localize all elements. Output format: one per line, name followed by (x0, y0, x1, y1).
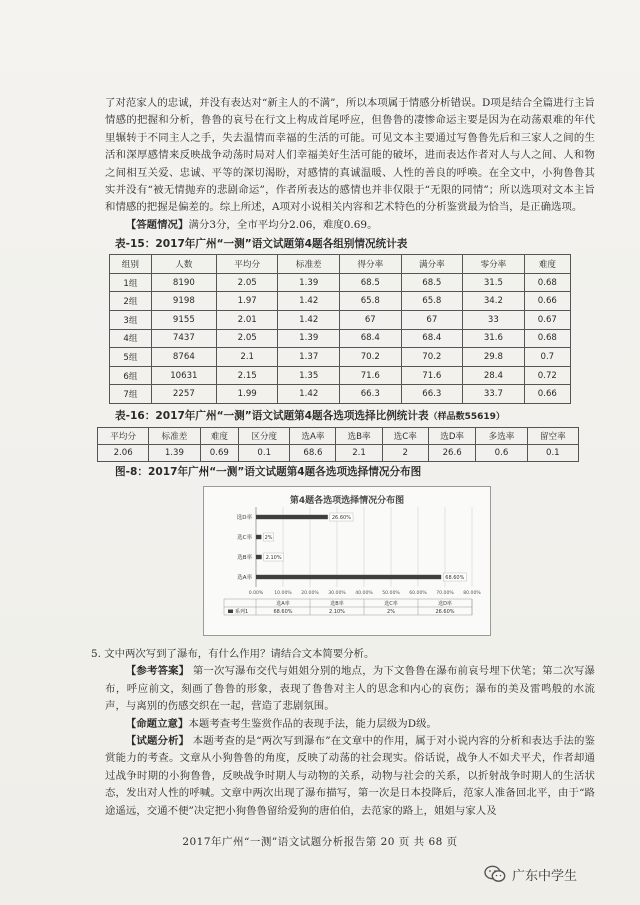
table16-caption (115, 408, 595, 425)
table-row (110, 329, 571, 348)
table-cell: 7组 (110, 385, 152, 404)
bar (256, 555, 262, 559)
table-cell: 0.69 (200, 445, 239, 462)
table-cell: 0.7 (524, 348, 570, 367)
table-cell: 多选率 (476, 428, 527, 445)
question5-text: 5. 文中两次写到了瀑布，有什么作用？请结合文本简要分析。 (91, 648, 375, 660)
table-cell: 68.4 (401, 329, 463, 348)
table-cell: 1.42 (278, 385, 340, 404)
table-cell: 1.39 (278, 273, 340, 292)
data-label: 2% (264, 534, 273, 541)
x-tick-label: 10.00% (274, 591, 292, 596)
table-cell: 71.6 (401, 366, 463, 385)
bar (256, 515, 328, 519)
analysis-text: 本题考查的是“两次写到瀑布”在文章中的作用，属于对小说内容的分析和表达手法的鉴赏能力的考查。文章从小狗鲁鲁的角度，反映了动荡的社会现实。俗话说，战争人不如犬平犬，作者却通过战争时期的小狗鲁鲁，反映战争时期人与动物的关系，动物与社会的关系，以折射战争时期人的生活状态，发出对人性的呼喊。文章中两次出现了瀑布描写，第一次是日本投降后，范家人准备回北平，由于“路途遥远，交通不便”决定把小狗鲁鲁留给爱狗的唐伯伯，去范家的路上，姐姐与家人及 (105, 735, 595, 817)
table-cell: 28.4 (463, 366, 525, 385)
table-cell: 65.8 (340, 292, 402, 311)
answer-info-text: 满分3分，全市平均分2.06，难度0.69。 (188, 218, 378, 231)
answer-info-label: 【答题情况】 (125, 218, 189, 231)
data-label: 68.60% (445, 574, 465, 581)
table-cell: 66.3 (340, 385, 402, 404)
table16-caption-note: （样品数55619） (428, 412, 505, 422)
table-cell: 2.1 (336, 445, 382, 462)
intent-label: 【命题立意】 (125, 717, 189, 730)
table-cell: 33.7 (463, 385, 525, 404)
bar (256, 575, 441, 579)
table-cell: 零分率 (463, 255, 525, 274)
data-label: 26.60% (331, 514, 351, 521)
table-cell: 1.99 (216, 385, 278, 404)
table-cell: 标准差 (149, 428, 200, 445)
table-cell: 3组 (110, 311, 152, 330)
analysis-label: 【试题分析】 (125, 735, 190, 748)
table16-caption-title: 表-16：2017年广州“一测”语文试题第4题各选项选择比例统计表 (115, 410, 429, 422)
table-cell: 0.66 (524, 292, 570, 311)
x-tick-label: 20.00% (301, 591, 319, 596)
reference-answer-label: 【参考答案】 (125, 665, 190, 678)
table-cell: 71.6 (340, 366, 402, 385)
x-tick-label: 70.00% (436, 591, 454, 596)
table-cell: 68.4 (340, 329, 402, 348)
table-cell: 1.42 (278, 311, 340, 330)
data-table-header: 选A率 (276, 600, 290, 607)
table-cell: 满分率 (401, 255, 463, 274)
table-cell: 留空率 (527, 428, 578, 445)
page-content (91, 95, 595, 820)
table-cell: 1.97 (216, 292, 278, 311)
table-header-row (98, 428, 579, 445)
table-cell: 66.3 (401, 385, 463, 404)
table-cell: 0.1 (527, 445, 578, 462)
table-cell: 2.05 (216, 273, 278, 292)
table-cell: 1组 (110, 273, 152, 292)
table-cell: 6组 (110, 366, 152, 385)
table-cell: 2257 (151, 385, 216, 404)
page-footer: 2017年广州“一测”语文试题分析报告第 20 页 共 68 页 (182, 836, 458, 848)
analysis (105, 733, 595, 820)
table-cell: 2.15 (216, 366, 278, 385)
table-cell: 70.2 (401, 348, 463, 367)
data-table-header: 选D率 (438, 600, 452, 607)
table-cell: 31.6 (463, 329, 525, 348)
table-cell: 68.5 (401, 273, 463, 292)
data-table-header: 选C率 (384, 600, 398, 607)
watermark-text: 广东中学生 (512, 868, 578, 884)
table16 (97, 427, 579, 462)
table-cell: 33 (463, 311, 525, 330)
table-cell: 29.8 (463, 348, 525, 367)
x-tick-label: 0.00% (248, 591, 264, 596)
reference-answer-text: 第一次写瀑布交代与姐姐分别的地点，为下文鲁鲁在瀑布前哀号埋下伏笔；第二次写瀑布，呼应前文，刻画了鲁鲁的形象，表现了鲁鲁对主人的思念和内心的哀伤；瀑布的美及雷鸣般的水流声，与离别的伤感交织在一起，营造了悲剧氛围。 (105, 665, 595, 713)
y-category-label: 选D率 (236, 515, 252, 521)
table-cell: 标准差 (278, 255, 340, 274)
answer-info (105, 217, 595, 234)
legend-swatch (228, 610, 233, 614)
table-cell: 34.2 (463, 292, 525, 311)
table-cell: 得分率 (340, 255, 402, 274)
legend-label: 系列1 (235, 608, 249, 615)
table-cell: 组别 (110, 255, 152, 274)
y-category-label: 选A率 (237, 575, 252, 581)
table-cell: 1.39 (278, 329, 340, 348)
table-cell: 1.37 (278, 348, 340, 367)
table-cell: 9198 (151, 292, 216, 311)
table-row (110, 273, 571, 292)
table-cell: 0.72 (524, 366, 570, 385)
table-cell: 平均分 (216, 255, 278, 274)
table-cell: 选B率 (336, 428, 382, 445)
table-cell: 2.1 (216, 348, 278, 367)
x-tick-label: 40.00% (355, 591, 373, 596)
intro-paragraph (105, 95, 595, 217)
watermark (484, 862, 577, 886)
table-row (110, 292, 571, 311)
table-cell: 2.05 (216, 329, 278, 348)
data-table-value: 2% (387, 608, 395, 615)
table-cell: 人数 (151, 255, 216, 274)
table15-caption: 表-15：2017年广州“一测”语文试题第4题各组别情况统计表 (115, 238, 408, 251)
table-cell: 0.67 (524, 311, 570, 330)
wechat-icon (484, 865, 506, 883)
x-tick-label: 80.00% (463, 591, 481, 596)
intent (105, 716, 595, 733)
option-distribution-chart (203, 486, 491, 636)
x-tick-label: 50.00% (382, 591, 400, 596)
table-cell: 0.6 (476, 445, 527, 462)
table-cell: 选A率 (290, 428, 336, 445)
data-table-header: 选B率 (330, 600, 344, 607)
table-cell: 5组 (110, 348, 152, 367)
table-cell: 31.5 (463, 273, 525, 292)
table-cell: 4组 (110, 329, 152, 348)
table-cell: 70.2 (340, 348, 402, 367)
table-cell: 区分度 (239, 428, 290, 445)
y-category-label: 选B率 (237, 555, 252, 561)
table-cell: 8764 (151, 348, 216, 367)
table-row (110, 366, 571, 385)
table-row (110, 311, 571, 330)
table-cell: 7437 (151, 329, 216, 348)
data-table-value: 2.10% (329, 608, 345, 615)
table-row (98, 445, 579, 462)
table-cell: 2.01 (216, 311, 278, 330)
table-row (110, 385, 571, 404)
table-cell: 2.06 (98, 445, 149, 462)
table-cell: 10631 (151, 366, 216, 385)
table-cell: 难度 (200, 428, 239, 445)
table-cell: 0.1 (239, 445, 290, 462)
table-cell: 难度 (524, 255, 570, 274)
x-tick-label: 30.00% (328, 591, 346, 596)
intro-text: 了对范家人的忠诚，并没有表达对“新主人的不满”，所以本项属于情感分析错误。D项是结合全篇进行主旨情感的把握和分析，鲁鲁的哀号在行文上构成首尾呼应，但鲁鲁的凄惨命运主要是因为在动荡艰难的年代里辗转于不同主人之手，失去温情而幸福的生活的可能。可见文本主要通过写鲁鲁先后和三家人之间的生活和深厚感情来反映战争动荡时局对人们幸福美好生活可能的破坏，进而表达作者对人与人之间、人和物之间相互关爱、忠诚、平等的深切渴盼，对感情的真诚温暖、人性的善良的呼唤。在全文中，小狗鲁鲁其实并没有“被无情抛弃的悲剧命运”，作者所表达的感情也并非仅限于“无限的同情”；所以选项对文本主旨和情感的把握是偏差的。综上所述，A项对小说相关内容和艺术特色的分析鉴赏最为恰当，是正确选项。 (105, 97, 595, 214)
table-cell: 68.6 (290, 445, 336, 462)
table-cell: 67 (401, 311, 463, 330)
table-cell: 选D率 (428, 428, 475, 445)
table-row (110, 348, 571, 367)
table-cell: 68.5 (340, 273, 402, 292)
table-cell: 67 (340, 311, 402, 330)
table-cell: 0.66 (524, 385, 570, 404)
y-category-label: 选C率 (237, 535, 252, 541)
table-cell: 1.35 (278, 366, 340, 385)
table-cell: 选C率 (382, 428, 428, 445)
table15 (109, 254, 571, 404)
table-cell: 8190 (151, 273, 216, 292)
figure8-caption: 图-8：2017年广州“一测”语文试题第4题各选项选择情况分布图 (115, 466, 422, 478)
table-cell: 0.68 (524, 273, 570, 292)
data-label: 2.10% (265, 554, 282, 561)
table-cell: 26.6 (428, 445, 475, 462)
x-tick-label: 60.00% (409, 591, 427, 596)
chart-canvas (204, 487, 490, 635)
reference-answer (105, 663, 595, 715)
bar (256, 535, 261, 539)
table-cell: 9155 (151, 311, 216, 330)
intent-text: 本题考查考生鉴赏作品的表现手法，能力层级为D级。 (188, 717, 437, 730)
table-cell: 65.8 (401, 292, 463, 311)
table-cell: 2 (382, 445, 428, 462)
data-table-value: 68.60% (273, 608, 293, 615)
table-cell: 1.42 (278, 292, 340, 311)
table-cell: 2组 (110, 292, 152, 311)
data-table-value: 26.60% (435, 608, 455, 615)
table-cell: 1.39 (149, 445, 200, 462)
table-cell: 0.68 (524, 329, 570, 348)
chart-title: 第4题各选项选择情况分布图 (289, 496, 405, 506)
table-header-row (110, 255, 571, 274)
table-cell: 平均分 (98, 428, 149, 445)
